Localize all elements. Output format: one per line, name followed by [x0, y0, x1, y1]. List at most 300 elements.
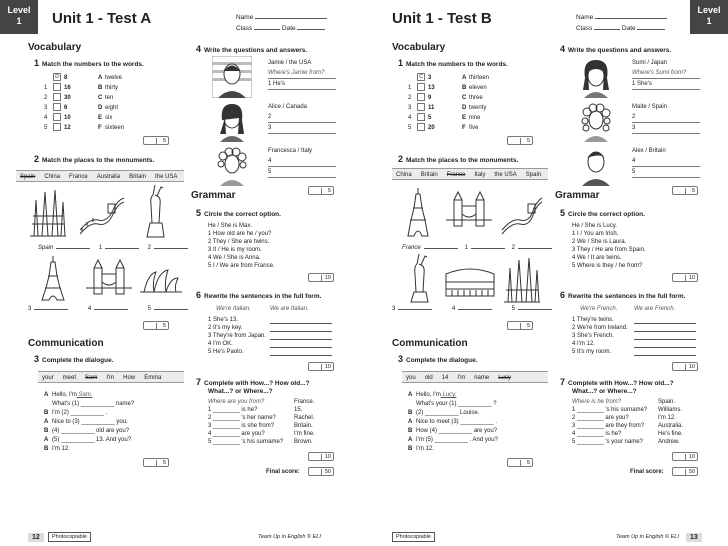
- question-line[interactable]: Where's Sumi from?: [632, 68, 700, 79]
- exercise-instruction: Complete the dialogue.: [42, 357, 114, 364]
- exercise-instruction-line2: What...? or Where...?: [572, 388, 637, 395]
- score-box: [672, 186, 698, 195]
- score-max: 5: [526, 138, 530, 144]
- answer-box[interactable]: D: [53, 73, 61, 81]
- short-form-sentence: 2 We're from Ireland.: [572, 325, 628, 331]
- answer-text: Spain.: [658, 399, 676, 405]
- answer-box[interactable]: [53, 93, 61, 101]
- person-block: [268, 58, 336, 102]
- option-sentence: 5 I / We are from France.: [208, 263, 275, 269]
- word-option: Sam: [85, 375, 98, 381]
- number-value: 9: [428, 95, 432, 101]
- answer-line[interactable]: [634, 349, 696, 356]
- monument-label: 2: [511, 245, 515, 251]
- score-max: 5: [162, 460, 166, 466]
- question-row: [208, 406, 303, 414]
- option-sentence: 4 We / It are twins.: [572, 255, 622, 261]
- word-option: Britain: [129, 174, 147, 180]
- answer-text: 15.: [294, 407, 303, 413]
- number-match-list: [408, 73, 489, 133]
- monument-answer: [465, 242, 505, 252]
- exercise-instruction: Complete the dialogue.: [406, 357, 478, 364]
- exercise-3-heading: [398, 354, 478, 364]
- match-row: [44, 93, 124, 103]
- dialogue-line: [44, 418, 134, 427]
- sydney-opera-house-illustration: [138, 266, 184, 296]
- dialogue-line: [408, 409, 498, 418]
- monument-label-row: [402, 242, 552, 252]
- exercise-number: 6: [196, 290, 202, 300]
- question-text: 3 ________ is she from?: [208, 423, 275, 429]
- dialogue-text: Hello, I'm: [52, 392, 77, 398]
- dialogue-line: [408, 427, 498, 436]
- name-class-date: [236, 12, 327, 34]
- page-title: Unit 1 - Test A: [52, 10, 152, 27]
- question-row: [208, 438, 313, 446]
- number-value: 12: [64, 125, 71, 131]
- exercise-number: 2: [34, 154, 40, 164]
- number-word: three: [469, 95, 483, 101]
- answer-line[interactable]: [518, 242, 552, 249]
- answer-line[interactable]: [94, 303, 128, 310]
- answer-line[interactable]: [634, 341, 696, 348]
- monument-answer: [452, 303, 492, 313]
- person-block: [268, 146, 336, 190]
- question-text: 2 ________ 's her name?: [208, 415, 276, 421]
- exercise-number: 1: [398, 58, 404, 68]
- answer-line[interactable]: 5: [632, 167, 700, 178]
- answer-line[interactable]: [270, 341, 332, 348]
- match-row: [44, 73, 124, 83]
- number-value: 6: [64, 105, 68, 111]
- monument-label: 3: [392, 306, 396, 312]
- exercise-6-heading: [560, 290, 685, 300]
- question-row: [572, 422, 684, 430]
- colosseum-illustration: [444, 264, 496, 300]
- exercise-3-heading: [34, 354, 114, 364]
- score-max: 5: [691, 188, 695, 194]
- question-text: Where are you from?: [208, 399, 265, 405]
- person-prompt: Maite / Spain: [632, 104, 668, 110]
- row-number: 4: [44, 115, 48, 121]
- credit-line: Team Up in English © ELI: [258, 534, 321, 540]
- rewrite-row: [208, 332, 266, 340]
- answer-line[interactable]: [634, 317, 696, 324]
- exercise-number: 3: [398, 354, 404, 364]
- word-option: I'm: [106, 375, 115, 381]
- monument-answer: [512, 242, 552, 252]
- answer-box[interactable]: [53, 113, 61, 121]
- answer-line[interactable]: [270, 317, 332, 324]
- answer-box[interactable]: [53, 83, 61, 91]
- example-answer: We are Italian.: [270, 306, 309, 312]
- answer-line[interactable]: [154, 303, 188, 310]
- score-box: [672, 273, 698, 282]
- dialogue-line: [408, 418, 498, 427]
- rewrite-row: [572, 332, 628, 340]
- exercise-instruction: Circle the correct option.: [204, 211, 281, 218]
- name-field[interactable]: [595, 12, 667, 19]
- final-score-box: [672, 467, 698, 476]
- final-score-label: Final score:: [266, 469, 300, 475]
- exercise-number: 4: [560, 44, 566, 54]
- option-sentence: 1 I / You am Irish.: [572, 231, 619, 237]
- question-row: [572, 414, 676, 422]
- speaker-label: A: [408, 392, 413, 398]
- score-max: 5: [526, 323, 530, 329]
- answer-line[interactable]: [458, 303, 492, 310]
- question-line[interactable]: 4: [268, 156, 336, 167]
- question-line[interactable]: 2: [268, 112, 336, 123]
- exercise-instruction-line2: What...? or Where...?: [208, 388, 273, 395]
- exercise-2-heading: [398, 154, 518, 164]
- exercise-5-heading: [196, 208, 281, 218]
- answer-line[interactable]: 3: [632, 123, 700, 134]
- word-option: the USA: [494, 172, 517, 178]
- answer-line[interactable]: [270, 349, 332, 356]
- answer-box[interactable]: [417, 113, 425, 121]
- dialogue-text: What's (1) __________ name?: [52, 401, 135, 407]
- class-field[interactable]: [594, 23, 620, 30]
- question-text: Where is he from?: [572, 399, 622, 405]
- score-box: [308, 452, 334, 461]
- match-row: [408, 73, 489, 83]
- number-word: eight: [105, 105, 119, 111]
- dialogue-text: Hello, I'm: [416, 392, 441, 398]
- question-text: 5 ________ 's your name?: [572, 439, 643, 445]
- answer-line[interactable]: [154, 242, 188, 249]
- dialogue-text: I'm (5) __________ . And you?: [416, 437, 498, 443]
- rewrite-row: [208, 348, 266, 356]
- question-text: 1 ________ is he?: [208, 407, 258, 413]
- word-option: Spain: [525, 172, 542, 178]
- exercise-instruction: Write the questions and answers.: [568, 47, 672, 54]
- test-page-b: [364, 0, 728, 546]
- monument-label: 5: [511, 306, 515, 312]
- person-block: [632, 102, 700, 146]
- speaker-label: A: [408, 437, 413, 443]
- word-option: Lucy: [498, 375, 511, 381]
- word-option: China: [44, 174, 61, 180]
- person-prompt: Alex / Britain: [632, 148, 666, 154]
- monument-answer: [402, 242, 458, 252]
- number-value: 30: [64, 95, 71, 101]
- option-sentence: 5 Where is they / he from?: [572, 263, 643, 269]
- word-option: China: [396, 172, 412, 178]
- final-score-label: Final score:: [630, 469, 664, 475]
- curly-girl-portrait-illustration: [212, 144, 252, 186]
- short-form-sentence: 1 They're twins.: [572, 317, 614, 323]
- word-option: 14: [441, 375, 449, 381]
- number-word: thirteen: [469, 75, 490, 81]
- monument-answer: [392, 303, 432, 313]
- vocabulary-heading: Vocabulary: [28, 42, 82, 53]
- dialogue-line: [408, 445, 498, 454]
- word-option: your: [42, 375, 54, 381]
- speaker-label: B: [408, 446, 413, 452]
- word-box: [16, 170, 184, 182]
- exercise-4-heading: [196, 44, 307, 54]
- dialogue: [408, 391, 498, 454]
- girl-portrait-illustration: [212, 100, 252, 142]
- exercise-2-heading: [34, 154, 154, 164]
- date-label: Date: [621, 25, 636, 32]
- exercise-6-heading: [196, 290, 321, 300]
- question-line[interactable]: 4: [632, 156, 700, 167]
- monument-answer: [148, 303, 188, 313]
- number-word: thirty: [105, 85, 119, 91]
- score-box: [143, 321, 169, 330]
- dialogue-line: [44, 400, 134, 409]
- rewrite-row: [572, 340, 628, 348]
- person-block: [268, 102, 336, 146]
- match-row: [408, 113, 489, 123]
- name-field[interactable]: [255, 12, 327, 19]
- exercise-number: 5: [560, 208, 566, 218]
- option-sentence: 3 They / He are from Spain.: [572, 247, 646, 253]
- match-row: [408, 103, 489, 113]
- score-box: [143, 136, 169, 145]
- answer-box[interactable]: [417, 123, 425, 131]
- sagrada-familia-illustration: [502, 254, 542, 304]
- score-max: 5: [162, 138, 166, 144]
- answer-line[interactable]: 5: [268, 167, 336, 178]
- option-sentence: 1 How old are he / you?: [208, 231, 272, 237]
- exercise-number: 5: [196, 208, 202, 218]
- rewrite-row: [572, 316, 628, 324]
- option-sentence: 4 We / She is Anna.: [208, 255, 261, 261]
- example-answer: We are French.: [634, 306, 676, 312]
- photocopiable-label: Photocopiable: [48, 532, 91, 542]
- person-prompt: Alice / Canada: [268, 104, 308, 110]
- dialogue-text: I'm 12.: [416, 446, 434, 452]
- match-row: [408, 93, 489, 103]
- tower-bridge-illustration: [446, 190, 494, 234]
- level-label: Level: [697, 5, 721, 15]
- level-number: 1: [706, 16, 712, 26]
- answer-box[interactable]: [53, 123, 61, 131]
- answer-text: Andrew.: [658, 439, 680, 445]
- word-option: Spain: [20, 174, 36, 180]
- dialogue-text: What's your (1) __________ ?: [416, 401, 497, 407]
- short-form-sentence: 4 I'm 12.: [572, 341, 595, 347]
- sagrada-familia-illustration: [28, 186, 68, 238]
- number-value: 13: [428, 85, 435, 91]
- question-text: 2 ________ are you?: [572, 415, 629, 421]
- speaker-label: B: [408, 410, 413, 416]
- match-row: [408, 123, 489, 133]
- answer-line[interactable]: [270, 333, 332, 340]
- great-wall-illustration: [78, 190, 126, 236]
- monument-label: 3: [28, 306, 32, 312]
- name-label: Name: [576, 14, 594, 21]
- class-field[interactable]: [254, 23, 280, 30]
- word-option: old: [424, 375, 433, 381]
- level-number: 1: [16, 16, 22, 26]
- exercise-7-heading: [560, 378, 674, 396]
- word-option: I'm: [457, 375, 466, 381]
- example-sentence: We're French.: [580, 306, 618, 312]
- word-letter: B: [98, 85, 103, 91]
- eiffel-tower-illustration: [406, 186, 430, 238]
- short-form-sentence: 1 She's 13.: [208, 317, 238, 323]
- grammar-heading: Grammar: [191, 190, 236, 201]
- dialogue-line: [408, 400, 498, 409]
- exercise-instruction: Match the numbers to the words.: [42, 61, 144, 68]
- question-row: [572, 438, 680, 446]
- answer-line[interactable]: [634, 325, 696, 332]
- great-wall-illustration: [500, 190, 544, 236]
- match-row: [44, 103, 124, 113]
- word-letter: E: [462, 115, 467, 121]
- rewrite-row: [208, 340, 266, 348]
- speaker-label: A: [44, 437, 49, 443]
- girl-portrait-illustration: [576, 56, 616, 98]
- score-box: [308, 186, 334, 195]
- answer-line[interactable]: [34, 303, 68, 310]
- rewrite-list: [208, 316, 266, 356]
- name-class-date: [576, 12, 667, 34]
- score-max: 10: [688, 364, 695, 370]
- match-row: [44, 113, 124, 123]
- word-option: How: [123, 375, 136, 381]
- row-number: 2: [44, 95, 48, 101]
- speaker-label: A: [44, 392, 49, 398]
- word-option: Australia: [96, 174, 121, 180]
- example-answer: Sam.: [76, 392, 93, 398]
- answer-line[interactable]: [471, 242, 505, 249]
- dialogue-text: (5) __________ 13. And you?: [52, 437, 132, 443]
- answer-box[interactable]: [53, 103, 61, 111]
- answer-line[interactable]: [398, 303, 432, 310]
- boy-portrait-illustration: [576, 144, 616, 186]
- dialogue-line: [44, 409, 134, 418]
- answer-line[interactable]: [270, 325, 332, 332]
- rewrite-row: [572, 348, 628, 356]
- answer-line[interactable]: 3: [268, 123, 336, 134]
- short-form-sentence: 3 She's French.: [572, 333, 614, 339]
- dialogue-line: [44, 445, 134, 454]
- answer-line[interactable]: [634, 333, 696, 340]
- answer-box[interactable]: [417, 83, 425, 91]
- page-title: Unit 1 - Test B: [392, 10, 492, 27]
- answer-box[interactable]: [417, 103, 425, 111]
- word-letter: C: [462, 95, 467, 101]
- option-sentence: He / She is Lucy.: [572, 223, 617, 229]
- score-max: 10: [324, 454, 331, 460]
- option-sentence: He / She is Max.: [208, 223, 253, 229]
- dialogue-line: [44, 427, 134, 436]
- question-line[interactable]: Where's Jamie from?: [268, 68, 336, 79]
- question-text: 5 ________ 's his surname?: [208, 439, 284, 445]
- monument-label: 1: [464, 245, 468, 251]
- number-word: ten: [105, 95, 114, 101]
- word-box: [402, 371, 548, 383]
- name-label: Name: [236, 14, 254, 21]
- monument-label: France: [402, 245, 421, 251]
- word-box: [38, 371, 184, 383]
- exercise-instruction: Complete with How...? How old...?: [204, 380, 310, 387]
- row-number: 1: [44, 85, 48, 91]
- monument-label-row: [28, 303, 188, 313]
- monument-label: Spain: [38, 245, 54, 251]
- statue-of-liberty-illustration: [140, 183, 170, 239]
- answer-line[interactable]: [56, 242, 90, 249]
- exercise-instruction: Circle the correct option.: [568, 211, 645, 218]
- exercise-1-heading: [398, 58, 508, 68]
- question-line[interactable]: 2: [632, 112, 700, 123]
- level-tab: [690, 0, 728, 34]
- answer-box[interactable]: C: [417, 73, 425, 81]
- answer-text: Britain.: [294, 423, 313, 429]
- question-row: [208, 430, 315, 438]
- exercise-7-heading: [196, 378, 310, 396]
- exercise-4-heading: [560, 44, 671, 54]
- word-letter: A: [98, 75, 103, 81]
- number-value: 16: [64, 85, 71, 91]
- date-field[interactable]: [297, 23, 325, 30]
- score-max: 10: [688, 275, 695, 281]
- number-value: 3: [428, 75, 432, 81]
- score-max: 10: [324, 275, 331, 281]
- row-number: 2: [408, 95, 412, 101]
- rewrite-row: [572, 324, 628, 332]
- question-row: [572, 398, 676, 406]
- score-box: [672, 362, 698, 371]
- question-answer-list: [268, 58, 336, 190]
- row-number: 3: [44, 105, 48, 111]
- monument-label: 1: [98, 245, 103, 251]
- dialogue-line: [44, 436, 134, 445]
- answer-text: I'm fine.: [294, 431, 315, 437]
- exercise-instruction: Complete with How...? How old...?: [568, 380, 674, 387]
- score-max: 5: [526, 460, 530, 466]
- answer-line[interactable]: [105, 242, 139, 249]
- score-max: 5: [162, 323, 166, 329]
- monument-answer: [512, 303, 552, 313]
- answer-box[interactable]: [417, 93, 425, 101]
- match-row: [408, 83, 489, 93]
- dialogue-text: I'm (2) __________ .: [52, 410, 108, 416]
- word-letter: D: [462, 105, 467, 111]
- answer-text: Australia.: [658, 423, 684, 429]
- score-box: [308, 362, 334, 371]
- option-sentence: 3 It / He is my room.: [208, 247, 262, 253]
- exercise-instruction: Rewrite the sentences in the full form.: [568, 293, 686, 300]
- dialogue-text: Nice to (3) __________ you.: [52, 419, 128, 425]
- question-row: [208, 398, 315, 406]
- answer-line[interactable]: [424, 242, 458, 249]
- match-row: [44, 123, 124, 133]
- word-letter: F: [98, 125, 102, 131]
- answer-line[interactable]: [518, 303, 552, 310]
- page-number: 12: [28, 533, 44, 542]
- rewrite-list: [572, 316, 628, 356]
- question-row: [572, 406, 682, 414]
- short-form-sentence: 5 It's my room.: [572, 349, 612, 355]
- dialogue-text: (2) __________ Louise.: [416, 410, 480, 416]
- word-option: France: [446, 172, 466, 178]
- score-max: 10: [324, 364, 331, 370]
- row-number: 5: [408, 125, 412, 131]
- statue-of-liberty-illustration: [404, 252, 434, 304]
- number-word: twelve: [105, 75, 123, 81]
- date-field[interactable]: [637, 23, 665, 30]
- person-prompt: Sumi / Japan: [632, 60, 668, 66]
- answer-line[interactable]: 1 She's: [632, 79, 700, 90]
- answer-line[interactable]: 1 He's: [268, 79, 336, 90]
- short-form-sentence: 3 They're from Japan.: [208, 333, 267, 339]
